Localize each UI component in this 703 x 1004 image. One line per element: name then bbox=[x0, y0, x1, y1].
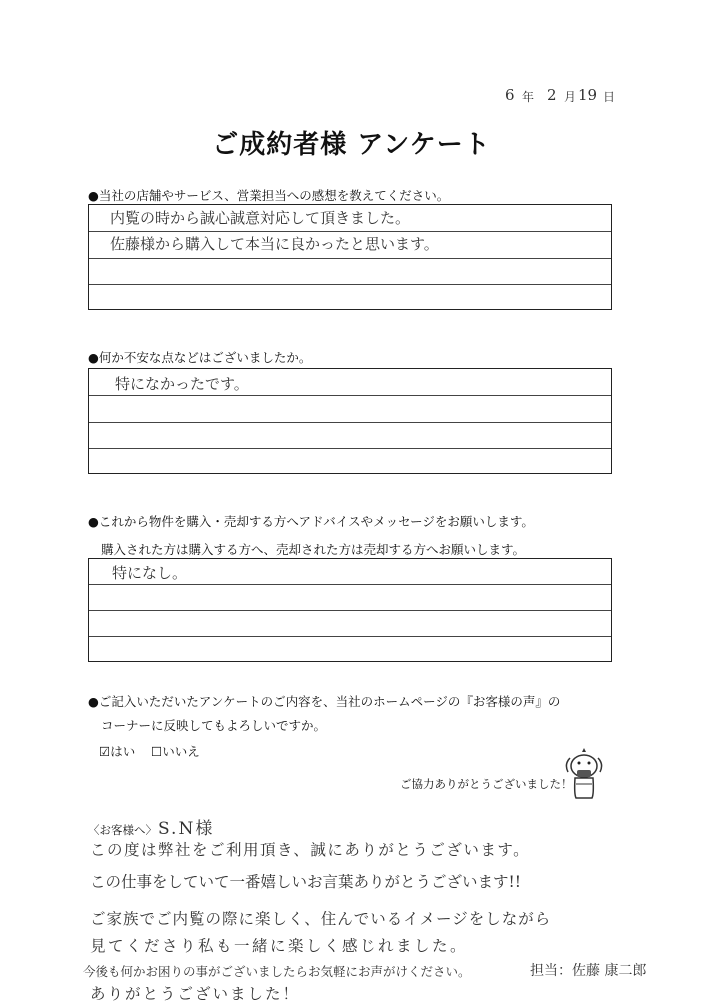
rule-line bbox=[89, 584, 611, 585]
rule-line bbox=[89, 610, 611, 611]
message-line-3: ご家族でご内覧の際に楽しく、住んでいるイメージをしながら bbox=[90, 910, 552, 928]
date-year: 6 bbox=[505, 86, 515, 104]
rule-line bbox=[89, 395, 611, 396]
question-4-line-1: ●ご記入いただいたアンケートのご内容を、当社のホームページの『お客様の声』の bbox=[88, 694, 561, 709]
question-4-line-2: コーナーに反映してもよろしいですか。 bbox=[101, 718, 327, 733]
date-month: 2 bbox=[547, 86, 557, 104]
rule-line bbox=[89, 231, 611, 232]
date-month-unit: 月 bbox=[564, 90, 577, 104]
date-day-unit: 日 bbox=[603, 90, 616, 104]
date-year-unit: 年 bbox=[522, 90, 535, 104]
rule-line bbox=[89, 636, 611, 637]
question-3-note: 購入された方は購入する方へ、売却された方は売却する方へお願いします。 bbox=[101, 542, 526, 557]
answer-2-line-1: 特になかったです。 bbox=[115, 375, 249, 393]
rule-line bbox=[89, 284, 611, 285]
question-3: ●これから物件を購入・売却する方へアドバイスやメッセージをお願いします。 bbox=[88, 514, 534, 529]
rule-line bbox=[89, 448, 611, 449]
message-line-1: この度は弊社をご利用頂き、誠にありがとうございます。 bbox=[90, 841, 531, 859]
message-line-5: 今後も何かお困りの事がございましたらお気軽にお声がけください。 bbox=[83, 964, 471, 979]
message-line-4: 見てくださり私も一緒に楽しく感じれました。 bbox=[90, 937, 469, 955]
consent-yes-checkbox[interactable]: ☑はい bbox=[99, 744, 136, 759]
answer-1-line-1: 内覧の時から誠心誠意対応して頂きました。 bbox=[110, 209, 411, 227]
rule-line bbox=[89, 422, 611, 423]
thanks-message: ご協力ありがとうございました！ bbox=[400, 777, 573, 791]
rule-line bbox=[89, 258, 611, 259]
message-line-2: この仕事をしていて一番嬉しいお言葉ありがとうございます!! bbox=[90, 873, 521, 891]
answer-3-line-1: 特になし。 bbox=[112, 564, 188, 582]
consent-no-checkbox[interactable]: ☐いいえ bbox=[151, 744, 200, 759]
answer-1-line-2: 佐藤様から購入して本当に良かったと思います。 bbox=[110, 235, 439, 253]
message-line-6: ありがとうございました！ bbox=[90, 985, 301, 1003]
staff-signature: 担当：佐藤 康二郎 bbox=[530, 963, 647, 979]
question-1: ●当社の店舗やサービス、営業担当への感想を教えてください。 bbox=[88, 188, 450, 203]
date-field bbox=[505, 86, 625, 110]
date-day: 19 bbox=[578, 86, 598, 104]
page-title: ご成約者様 アンケート bbox=[212, 130, 491, 160]
question-2: ●何か不安な点などはございましたか。 bbox=[88, 350, 312, 365]
guest-name: S.N様 bbox=[158, 819, 215, 839]
dog-mascot-icon bbox=[560, 744, 608, 802]
guest-label: 〈お客様へ〉 bbox=[88, 823, 157, 837]
